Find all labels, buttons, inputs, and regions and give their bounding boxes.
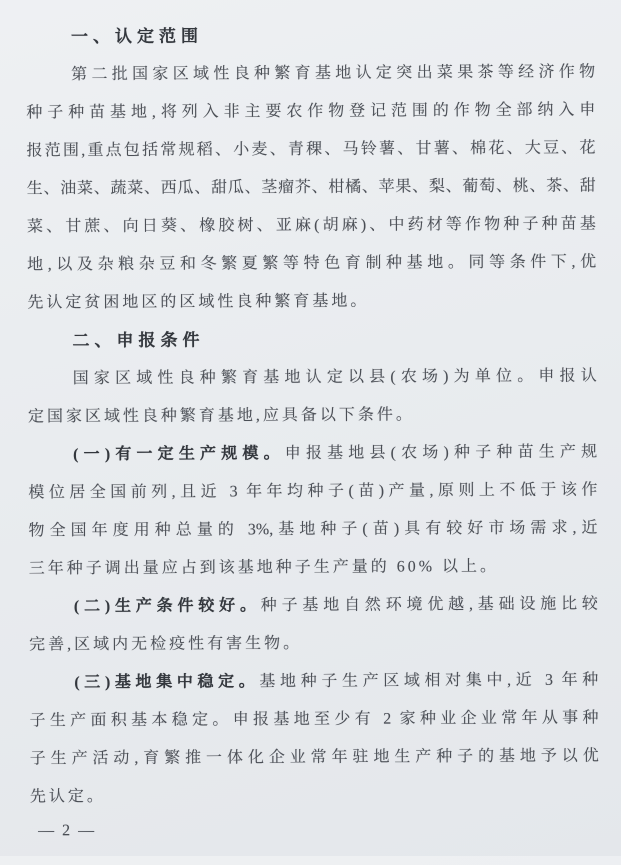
document-line [28, 358, 597, 399]
document-line [28, 509, 597, 550]
text-segment: 报范围,重点包括常规稻、小麦、青稞、马铃薯、甘薯、棉花、大豆、花 [26, 139, 596, 160]
document-line [30, 775, 599, 816]
text-segment: 基地种子生产区域相对集中,近 3 年种 [259, 671, 599, 691]
bold-text-segment: (二)生产条件较好。 [73, 597, 261, 616]
document-line [26, 92, 595, 133]
bold-text-segment: (一)有一定生产规模。 [73, 445, 285, 464]
bold-text-segment: 二、申报条件 [72, 330, 205, 351]
document-line [30, 737, 599, 778]
section-heading [26, 16, 595, 57]
document-line [26, 54, 595, 95]
document-line [26, 130, 595, 171]
text-segment: 菜、甘蔗、向日葵、橡胶树、亚麻(胡麻)、中药材等作物种子种苗基 [26, 215, 596, 236]
document-line [29, 623, 598, 664]
text-segment: 第二批国家区域性良种繁育基地认定突出菜果茶等经济作物 [71, 63, 596, 84]
text-segment: 国家区域性良种繁育基地认定以县(农场)为单位。申报认 [72, 367, 597, 388]
text-segment: 先认定。 [29, 788, 106, 806]
document-line [27, 206, 596, 247]
text-segment: 种子种苗基地,将列入非主要农作物登记范围的作物全部纳入申 [26, 101, 596, 122]
bold-text-segment: 一、认定范围 [70, 26, 203, 47]
document-line [29, 585, 598, 626]
page-footer [2, 818, 621, 841]
text-segment: 定国家区域性良种繁育基地,应具备以下条件。 [27, 406, 415, 426]
document-line [28, 396, 597, 437]
document-line [29, 661, 598, 702]
text-segment: 申报基地县(农场)种子种苗生产规 [284, 443, 598, 463]
text-segment: 种子基地自然环境优越,基础设施比较 [260, 595, 598, 615]
text-segment: 物全国年度用种总量的 3%,基地种子(苗)具有较好市场需求,近 [28, 519, 598, 540]
section-heading [27, 320, 596, 361]
text-segment: 地,以及杂粮杂豆和冬繁夏繁等特色育制种基地。同等条件下,优 [27, 253, 597, 274]
text-segment: 子生产活动,育繁推一体化企业常年驻地生产种子的基地予以优 [29, 747, 599, 768]
document-line [28, 471, 597, 512]
bold-text-segment: (三)基地集中稳定。 [74, 673, 260, 692]
text-segment: 完善,区域内无检疫性有害生物。 [29, 635, 303, 654]
text-segment: 三年种子调出量应占到该基地种子生产量的 60% 以上。 [28, 558, 500, 578]
document-line [27, 168, 596, 209]
text-segment: 先认定贫困地区的区域性良种繁育基地。 [27, 292, 370, 312]
text-segment: 生、油菜、蔬菜、西瓜、甜瓜、茎瘤芥、柑橘、苹果、梨、葡萄、桃、茶、甜 [26, 177, 596, 198]
text-segment: 模位居全国前列,且近 3 年年均种子(苗)产量,原则上不低于该作 [28, 481, 598, 502]
document-line [29, 547, 598, 588]
document-line [28, 433, 597, 474]
document-line [27, 244, 596, 285]
text-segment: 子生产面积基本稳定。申报基地至少有 2 家种业企业常年从事种 [29, 709, 599, 730]
document-line [29, 699, 598, 740]
page-number: — 2 — [38, 822, 97, 840]
document-line [27, 282, 596, 323]
